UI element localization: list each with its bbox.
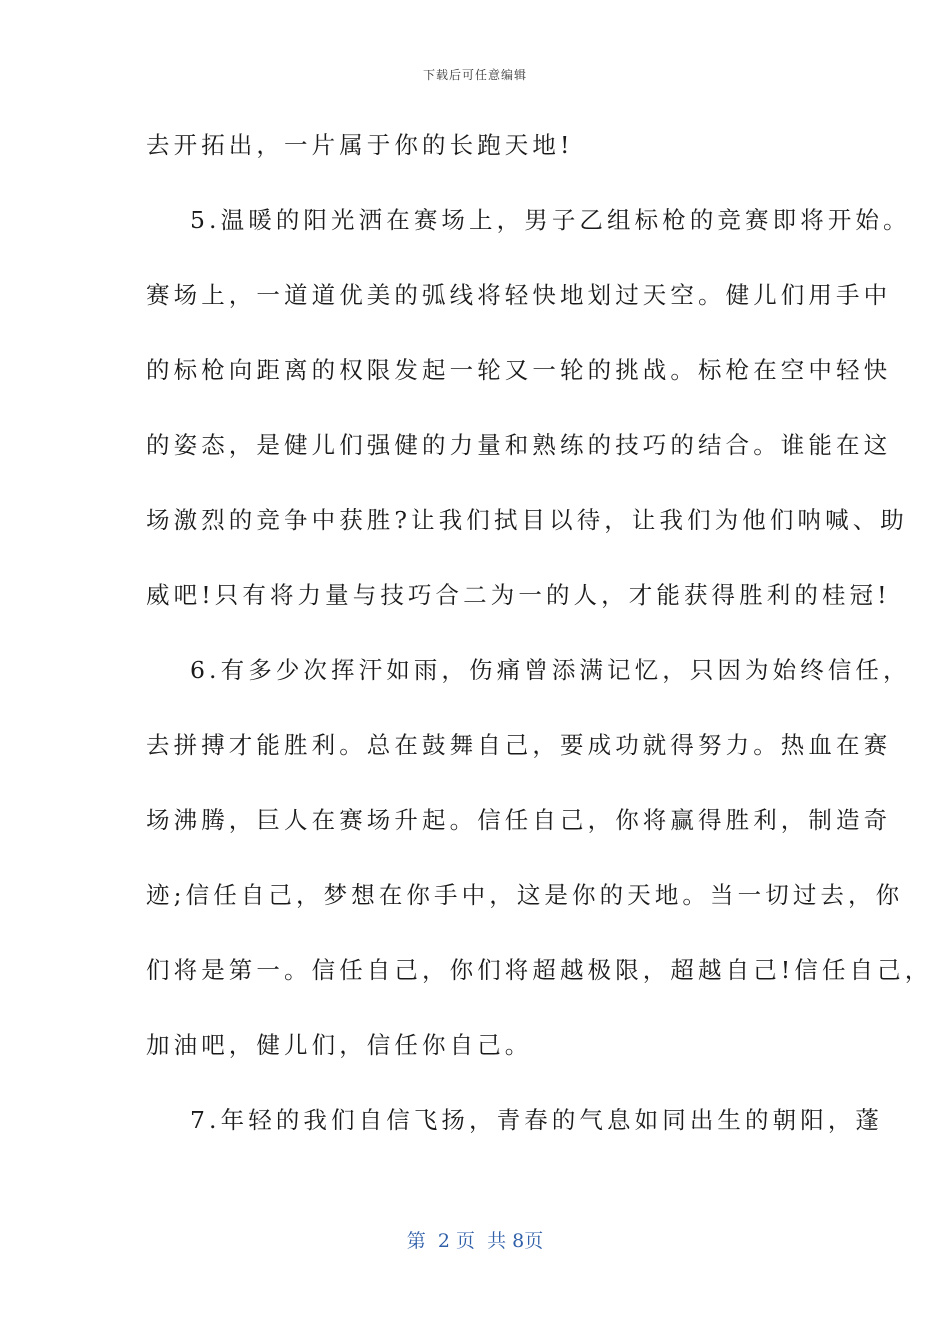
text-line: 场沸腾，巨人在赛场升起。信任自己，你将赢得胜利，制造奇 (146, 806, 892, 834)
text-line: 场激烈的竞争中获胜?让我们拭目以待，让我们为他们呐喊、助 (146, 506, 908, 534)
paragraph-6-start: 6.有多少次挥汗如雨，伤痛曾添满记忆，只因为始终信任， (190, 656, 911, 684)
text-line: 的标枪向距离的权限发起一轮又一轮的挑战。标枪在空中轻快 (146, 356, 892, 384)
page-header: 下载后可任意编辑 (422, 68, 527, 82)
text-line: 去拼搏才能胜利。总在鼓舞自己，要成功就得努力。热血在赛 (146, 731, 892, 759)
page-footer: 第 2 页 共 8页 (406, 1230, 544, 1252)
text-line: 赛场上，一道道优美的弧线将轻快地划过天空。健儿们用手中 (146, 281, 892, 309)
text-line: 去开拓出，一片属于你的长跑天地! (146, 131, 574, 159)
text-line: 们将是第一。信任自己，你们将超越极限，超越自己!信任自己， (146, 956, 933, 984)
text-line: 迹;信任自己，梦想在你手中，这是你的天地。当一切过去，你 (146, 881, 904, 909)
text-line: 威吧!只有将力量与技巧合二为一的人，才能获得胜利的桂冠! (146, 581, 891, 609)
paragraph-7-start: 7.年轻的我们自信飞扬，青春的气息如同出生的朝阳，蓬 (190, 1106, 884, 1134)
text-line: 的姿态，是健儿们强健的力量和熟练的技巧的结合。谁能在这 (146, 431, 892, 459)
text-line: 加油吧，健儿们，信任你自己。 (146, 1031, 533, 1059)
paragraph-5-start: 5.温暖的阳光洒在赛场上，男子乙组标枪的竞赛即将开始。 (190, 206, 911, 234)
